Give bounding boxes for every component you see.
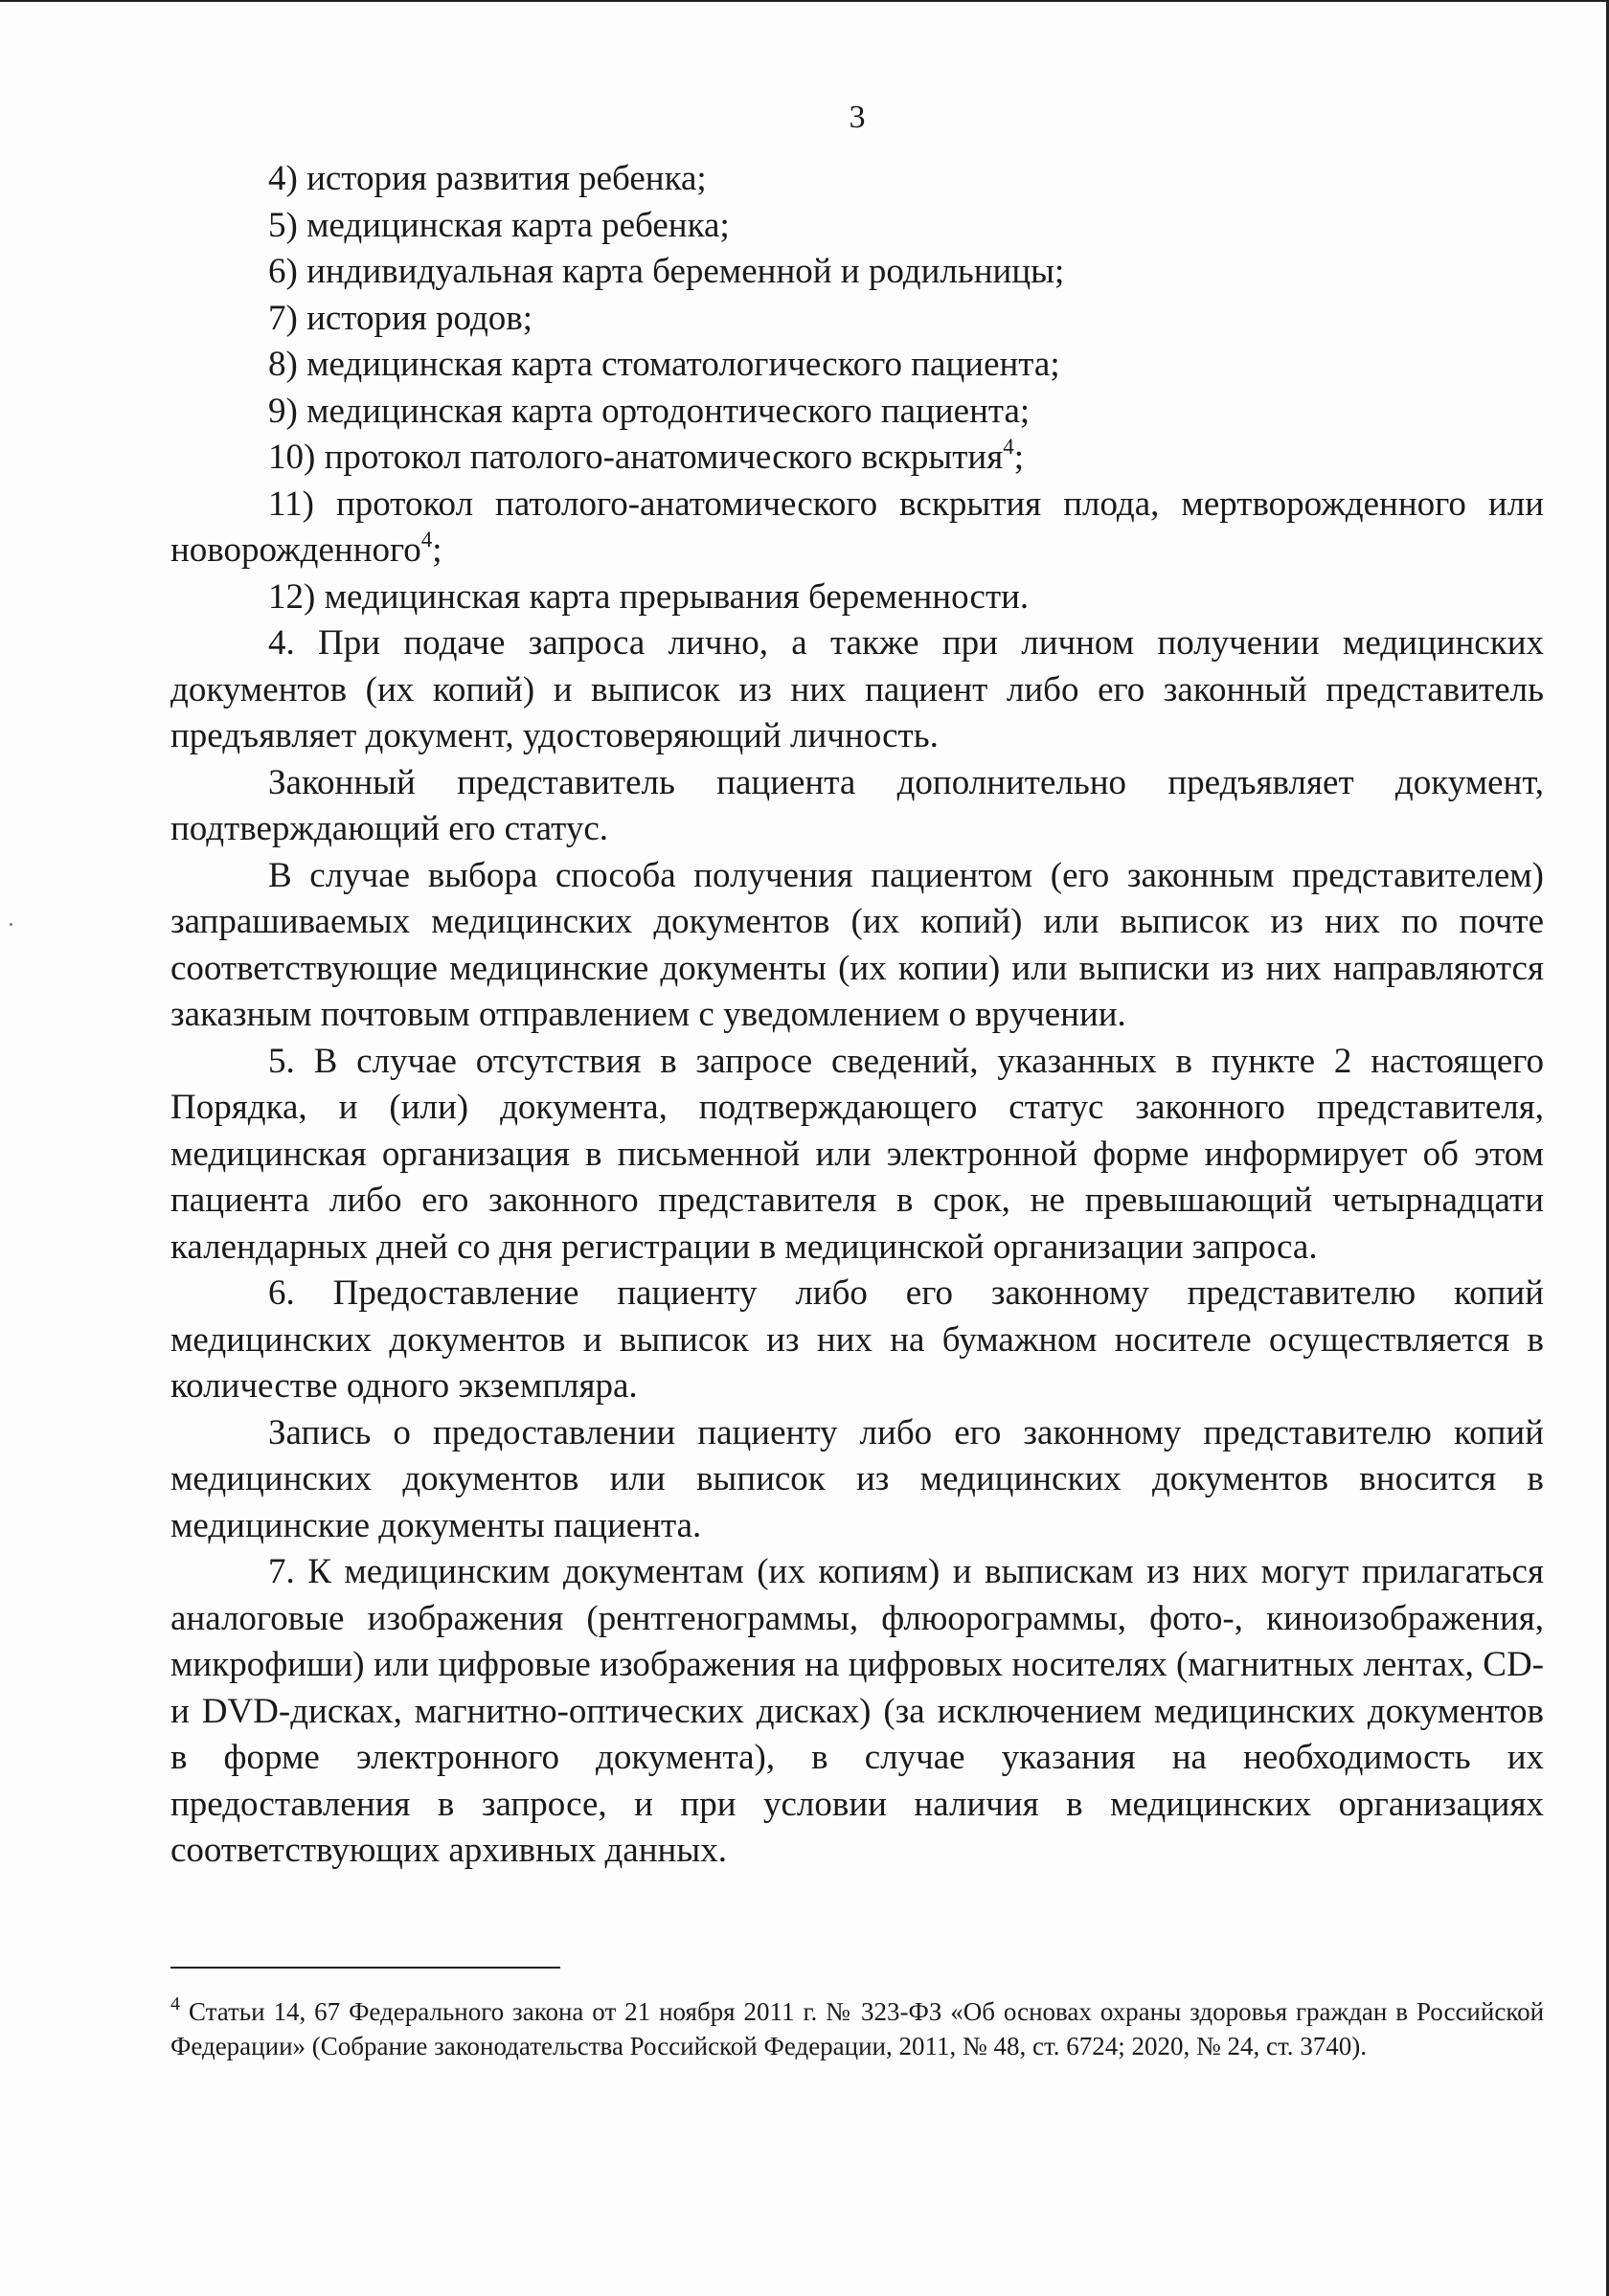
footnote-ref: 4: [420, 528, 433, 551]
list-item-6: 6) индивидуальная карта беременной и родильницы;: [268, 252, 1065, 291]
list-item-8: 8) медицинская карта стоматологического пациента;: [268, 345, 1060, 384]
list-item-9: 9) медицинская карта ортодонтического пациента;: [268, 391, 1031, 431]
footnote-separator: [170, 1967, 560, 1969]
list-item-5: 5) медицинская карта ребенка;: [268, 205, 730, 245]
paragraph-4-mail-delivery: В случае выбора способа получения пациентом (его законным представителем) запрашиваемых медицинских документов (их копий) или выписок из них по почте соответствующие медицинские документы (их копии) или выписки из них направляются заказным почтовым отправлением с уведомлением о вручении.: [170, 855, 1544, 1034]
paragraph-6: 6. Предоставление пациенту либо его законному представителю копий медицинских документов и выписок из них на бумажном носителе осуществляется в количестве одного экземпляра.: [170, 1273, 1544, 1406]
scan-artifact: [10, 923, 12, 926]
list-item-11-text: 11) протокол патолого-анатомического вскрытия плода, мертворожденного или новорожденного: [170, 484, 1544, 570]
document-body: [170, 156, 1544, 1875]
footnote-ref-suffix: ;: [1013, 438, 1025, 477]
footnote-text: Статьи 14, 67 Федерального закона от 21 ноября 2011 г. № 323-ФЗ «Об основах охраны здоровья граждан в Российской Федерации» (Собрание законодательства Российской Федерации, 2011, № 48, ст. 6724; 2020, № 24, ст. 3740).: [170, 1997, 1545, 2060]
paragraph-7: 7. К медицинским документам (их копиям) и выпискам из них могут прилагаться аналоговые изображения (рентгенограммы, флюорограммы, фото-, киноизображения, микрофиши) или цифровые изображения на цифровых носителях (магнитных лентах, CD- и DVD-дисках, магнитно-оптических дисках) (за исключением медицинских документов в форме электронного документа), в случае указания на необходимость их предоставления в запросе, и при условии наличия в медицинских организациях соответствующих архивных данных.: [170, 1552, 1544, 1870]
footnote-number: 4: [170, 1993, 180, 2015]
list-item-10-text: 10) протокол патолого-анатомического вскрытия: [268, 438, 1004, 477]
paragraph-6-record: Запись о предоставлении пациенту либо его законному представителю копий медицинских документов или выписок из медицинских документов вносится в медицинские документы пациента.: [170, 1412, 1544, 1545]
list-item-11: [170, 482, 1544, 574]
footnote: [170, 1994, 1544, 2063]
footnote-ref: 4: [1003, 435, 1014, 459]
paragraph-5: 5. В случае отсутствия в запросе сведений, указанных в пункте 2 настоящего Порядка, и (или) документа, подтверждающего статус законного представителя, медицинская организация в письменной или электронной форме информирует об этом пациента либо его законного представителя в срок, не превышающий четырнадцати календарных дней со дня регистрации в медицинской организации запроса.: [170, 1041, 1544, 1267]
list-item-4: 4) история развития ребенка;: [268, 159, 707, 198]
paragraph-4-legal-representative: Законный представитель пациента дополнительно предъявляет документ, подтверждающий его статус.: [170, 762, 1544, 848]
list-item-10: [170, 435, 1544, 482]
list-item-12: 12) медицинская карта прерывания беременности.: [268, 576, 1030, 617]
footnote-ref-suffix: ;: [432, 530, 442, 570]
page-number: 3: [849, 100, 866, 135]
paragraph-4: 4. При подаче запроса лично, а также при личном получении медицинских документов (их копий) и выписок из них пациент либо его законный представитель предъявляет документ, удостоверяющий личность.: [170, 623, 1544, 755]
list-item-7: 7) история родов;: [268, 298, 533, 338]
page-top-edge: [0, 0, 1609, 2]
